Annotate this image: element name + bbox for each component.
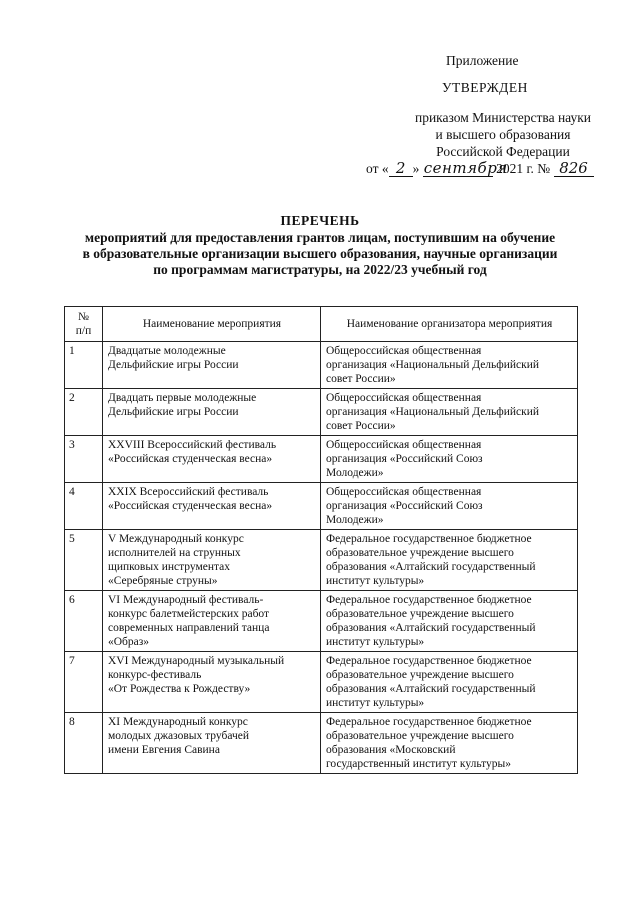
row-number: 3 [65,436,103,483]
row-number: 7 [65,652,103,713]
date-mid: » [412,161,420,176]
table-header-row [65,307,578,342]
organizer-name: Общероссийская общественная организация «Национальный Дельфийский совет России» [321,342,578,389]
event-name: XVI Международный музыкальный конкурс-фестиваль «От Рождества к Рождеству» [103,652,321,713]
appendix-label: Приложение [446,53,519,68]
document-subtitle-line: мероприятий для предоставления грантов лицам, поступившим на обучение [84,230,556,245]
table-row [65,342,578,389]
organizer-name: Общероссийская общественная организация «Российский Союз Молодежи» [321,436,578,483]
organizer-name: Общероссийская общественная организация «Национальный Дельфийский совет России» [321,389,578,436]
organizer-name: Общероссийская общественная организация «Российский Союз Молодежи» [321,483,578,530]
table-row [65,389,578,436]
row-number: 1 [65,342,103,389]
column-header-number: № п/п [65,307,103,342]
row-number: 4 [65,483,103,530]
column-header-event: Наименование мероприятия [103,307,321,342]
order-reference [390,109,616,160]
document-heading [40,213,600,278]
events-table [64,306,578,774]
handwritten-month: сентября [423,159,508,177]
event-name: XI Международный конкурс молодых джазовых трубачей имени Евгения Савина [103,713,321,774]
event-name: Двадцатые молодежные Дельфийские игры России [103,342,321,389]
event-name: XXVIII Всероссийский фестиваль «Российская студенческая весна» [103,436,321,483]
event-name: XXIX Всероссийский фестиваль «Российская студенческая весна» [103,483,321,530]
date-prefix: от « [366,161,389,176]
document-subtitle-line: по программам магистратуры, на 2022/23 учебный год [153,262,487,277]
organizer-name: Федеральное государственное бюджетное образовательное учреждение высшего образования «Алтайский государственный институт культуры» [321,530,578,591]
organizer-name: Федеральное государственное бюджетное образовательное учреждение высшего образования «Московский государственный институт культуры» [321,713,578,774]
order-line: приказом Министерства науки [414,110,592,125]
handwritten-order-number: 826 [554,161,594,177]
document-title: ПЕРЕЧЕНЬ [280,213,360,228]
table-row [65,530,578,591]
order-date-line [366,160,594,177]
column-header-organizer: Наименование организатора мероприятия [321,307,578,342]
table-row [65,483,578,530]
table-row [65,652,578,713]
date-suffix: 2021 г. № [496,161,551,176]
document-subtitle-line: в образовательные организации высшего образования, научные организации [82,246,558,261]
order-line: и высшего образования [435,127,571,142]
event-name: VI Международный фестиваль- конкурс балетмейстерских работ современных направлений танца «Образ» [103,591,321,652]
table-row [65,713,578,774]
organizer-name: Федеральное государственное бюджетное образовательное учреждение высшего образования «Алтайский государственный институт культуры» [321,591,578,652]
row-number: 8 [65,713,103,774]
row-number: 6 [65,591,103,652]
row-number: 5 [65,530,103,591]
event-name: Двадцать первые молодежные Дельфийские игры России [103,389,321,436]
approved-stamp-text: УТВЕРЖДЕН [442,80,528,95]
table-row [65,436,578,483]
order-line: Российской Федерации [436,144,570,159]
event-name: V Международный конкурс исполнителей на струнных щипковых инструментах «Серебряные струны» [103,530,321,591]
row-number: 2 [65,389,103,436]
organizer-name: Федеральное государственное бюджетное образовательное учреждение высшего образования «Алтайский государственный институт культуры» [321,652,578,713]
table-row [65,591,578,652]
handwritten-day: 2 [389,161,413,177]
